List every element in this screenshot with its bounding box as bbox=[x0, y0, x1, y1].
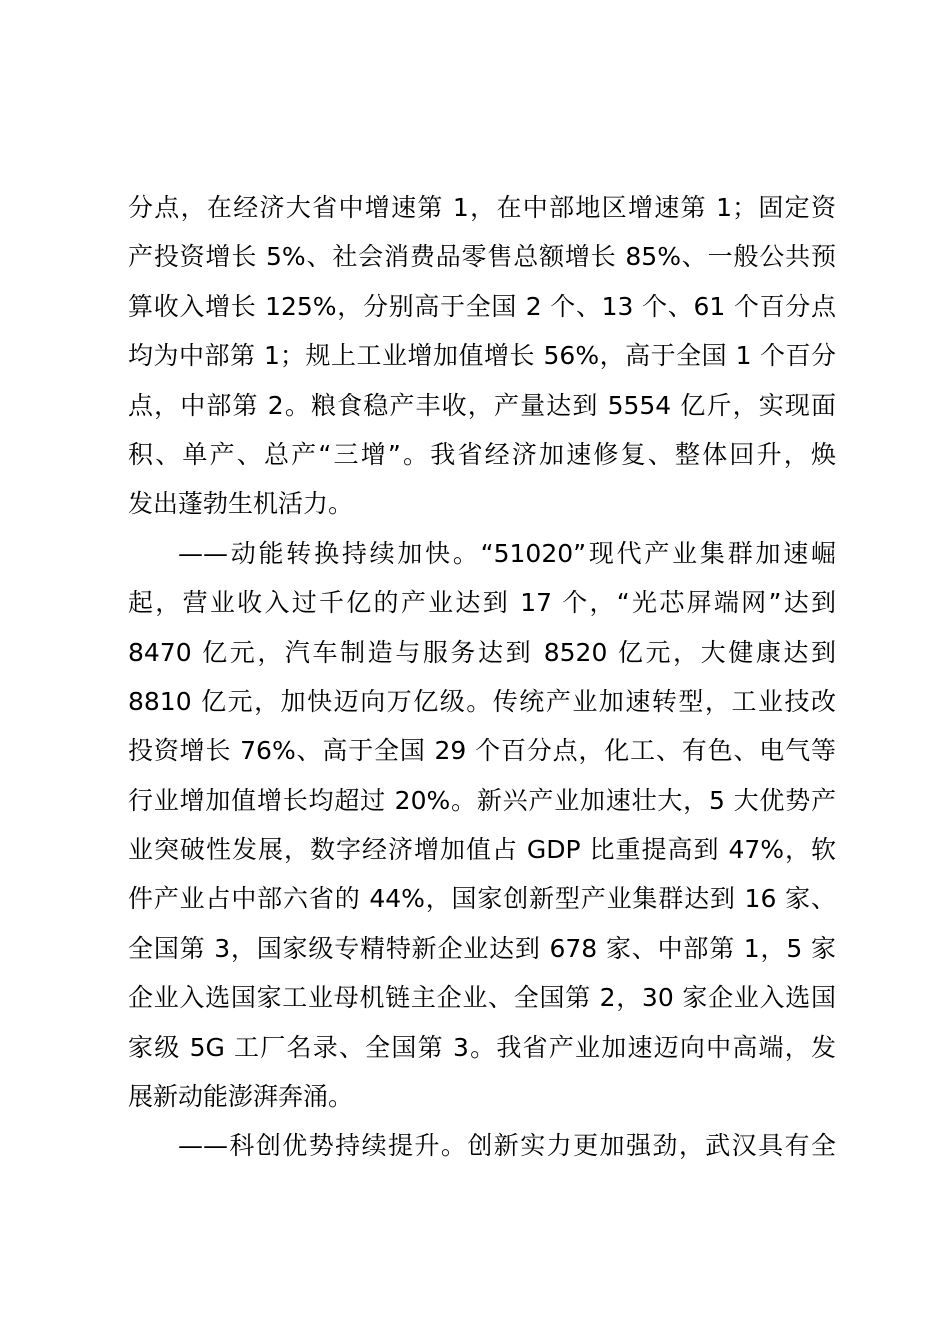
text-line: 展新动能澎湃奔涌。 bbox=[128, 1082, 354, 1112]
paragraph-heading-line: ——动能转换持续加快。“51020”现代产业集群加速崛 bbox=[178, 538, 836, 568]
text-line: 业突破性发展，数字经济增加值占 GDP 比重提高到 47%，软 bbox=[128, 835, 836, 865]
text-line: 积、单产、总产“三增”。我省经济加速修复、整体回升，焕 bbox=[128, 439, 836, 469]
text-line: 起，营业收入过千亿的产业达到 17 个，“光芯屏端网”达到 bbox=[128, 588, 836, 618]
text-line: 均为中部第 1；规上工业增加值增长 56%，高于全国 1 个百分 bbox=[128, 341, 836, 371]
text-line: 发出蓬勃生机活力。 bbox=[128, 489, 354, 519]
text-line: 投资增长 76%、高于全国 29 个百分点，化工、有色、电气等 bbox=[128, 736, 836, 766]
text-line: 家级 5G 工厂名录、全国第 3。我省产业加速迈向中高端，发 bbox=[128, 1032, 836, 1062]
text-line: 点，中部第 2。粮食稳产丰收，产量达到 5554 亿斤，实现面 bbox=[128, 390, 836, 420]
text-line: 全国第 3，国家级专精特新企业达到 678 家、中部第 1，5 家 bbox=[128, 933, 836, 963]
text-line: 行业增加值增长均超过 20%。新兴产业加速壮大，5 大优势产 bbox=[128, 785, 836, 815]
paragraph-heading-line: ——科创优势持续提升。创新实力更加强劲，武汉具有全 bbox=[178, 1131, 836, 1161]
text-line: 8470 亿元，汽车制造与服务达到 8520 亿元，大健康达到 bbox=[128, 637, 836, 667]
text-line: 企业入选国家工业母机链主企业、全国第 2，30 家企业入选国 bbox=[128, 983, 836, 1013]
text-line: 算收入增长 125%，分别高于全国 2 个、13 个、61 个百分点 bbox=[128, 291, 836, 321]
text-line: 件产业占中部六省的 44%，国家创新型产业集群达到 16 家、 bbox=[128, 884, 836, 914]
text-line: 8810 亿元，加快迈向万亿级。传统产业加速转型，工业技改 bbox=[128, 686, 836, 716]
text-line: 产投资增长 5%、社会消费品零售总额增长 85%、一般公共预 bbox=[128, 242, 836, 272]
body-text bbox=[128, 183, 836, 1171]
text-line: 分点，在经济大省中增速第 1，在中部地区增速第 1；固定资 bbox=[128, 193, 836, 222]
